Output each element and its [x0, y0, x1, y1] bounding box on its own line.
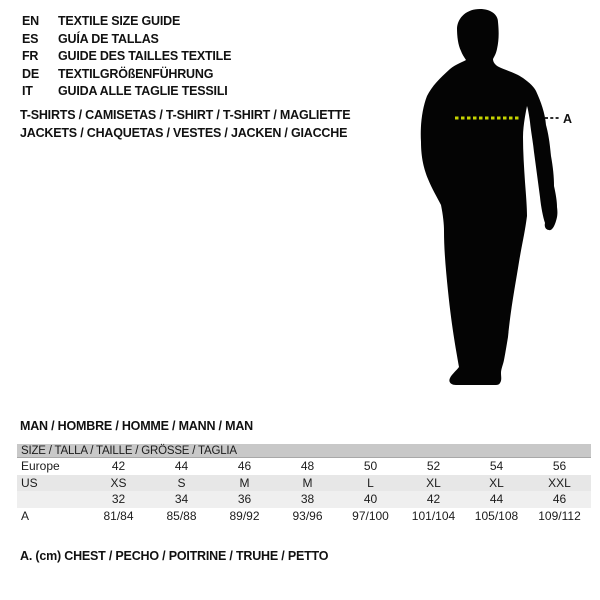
garment-categories [20, 107, 350, 142]
table-row-europe [17, 458, 591, 475]
size-cell: 54 [489, 459, 504, 473]
size-cell: 42 [111, 459, 126, 473]
footnote-chest-legend: A. (cm) CHEST / PECHO / POITRINE / TRUHE / PETTO [20, 549, 329, 563]
table-row-us [17, 475, 591, 492]
language-row [22, 13, 231, 31]
measure-label-a: A [563, 112, 573, 126]
size-cell: XS [110, 475, 127, 490]
size-cell: 105/108 [474, 508, 519, 523]
size-cell: 56 [552, 459, 567, 473]
section-title-man: MAN / HOMBRE / HOMME / MANN / MAN [20, 419, 253, 433]
size-cell: 89/92 [229, 508, 260, 523]
row-label: Europe [21, 459, 60, 473]
size-cell: 52 [426, 459, 441, 473]
size-cell: XXL [548, 475, 571, 490]
language-list [22, 13, 231, 101]
row-label [17, 491, 87, 508]
size-cell: 50 [363, 459, 378, 473]
size-cell: XL [489, 475, 504, 490]
lang-code: IT [22, 84, 33, 99]
lang-label: TEXTILGRÖßENFÜHRUNG [58, 66, 214, 81]
size-cell: S [177, 475, 186, 490]
table-row-numeric [17, 491, 591, 508]
lang-label: GUÍA DE TALLAS [58, 31, 159, 46]
size-cell: 38 [300, 492, 315, 506]
row-label: US [21, 475, 38, 490]
lang-code: ES [22, 31, 39, 46]
size-table-header: SIZE / TALLA / TAILLE / GRÖSSE / TAGLIA [17, 444, 591, 458]
size-cell: 44 [174, 459, 189, 473]
lang-code: DE [22, 66, 39, 81]
man-silhouette [404, 6, 584, 396]
size-cell: 93/96 [292, 508, 323, 523]
size-table [17, 444, 591, 524]
language-row [22, 83, 231, 101]
category-line-jackets: JACKETS / CHAQUETAS / VESTES / JACKEN / GIACCHE [20, 125, 348, 140]
size-cell: 48 [300, 459, 315, 473]
lang-label: GUIDA ALLE TAGLIE TESSILI [58, 84, 228, 99]
row-label: A [21, 508, 30, 523]
size-cell: 109/112 [538, 508, 581, 523]
table-row-chest-a [17, 508, 591, 525]
size-cell: 44 [489, 492, 504, 506]
size-cell: 46 [552, 492, 567, 506]
size-cell: 85/88 [166, 508, 197, 523]
size-cell: 97/100 [352, 508, 389, 523]
category-line-tshirts: T-SHIRTS / CAMISETAS / T-SHIRT / T-SHIRT / MAGLIETTE [20, 108, 351, 122]
language-row [22, 66, 231, 84]
lang-label: GUIDE DES TAILLES TEXTILE [58, 49, 232, 64]
size-cell: 101/104 [411, 508, 456, 523]
man-silhouette-path [421, 9, 558, 385]
size-cell: M [239, 475, 250, 490]
size-cell: 40 [363, 492, 378, 506]
size-cell: 34 [174, 492, 189, 506]
size-cell: 46 [237, 459, 252, 473]
size-cell: 32 [111, 492, 126, 506]
size-cell: L [367, 475, 374, 490]
lang-code: EN [22, 14, 39, 28]
size-cell: 81/84 [103, 508, 134, 523]
lang-label: TEXTILE SIZE GUIDE [58, 14, 181, 28]
measurement-figure [404, 6, 584, 396]
lang-code: FR [22, 49, 39, 64]
size-cell: 42 [426, 492, 441, 506]
size-cell: M [302, 475, 313, 490]
size-cell: 36 [237, 492, 252, 506]
language-row [22, 31, 231, 49]
language-row [22, 48, 231, 66]
size-cell: XL [426, 475, 441, 490]
